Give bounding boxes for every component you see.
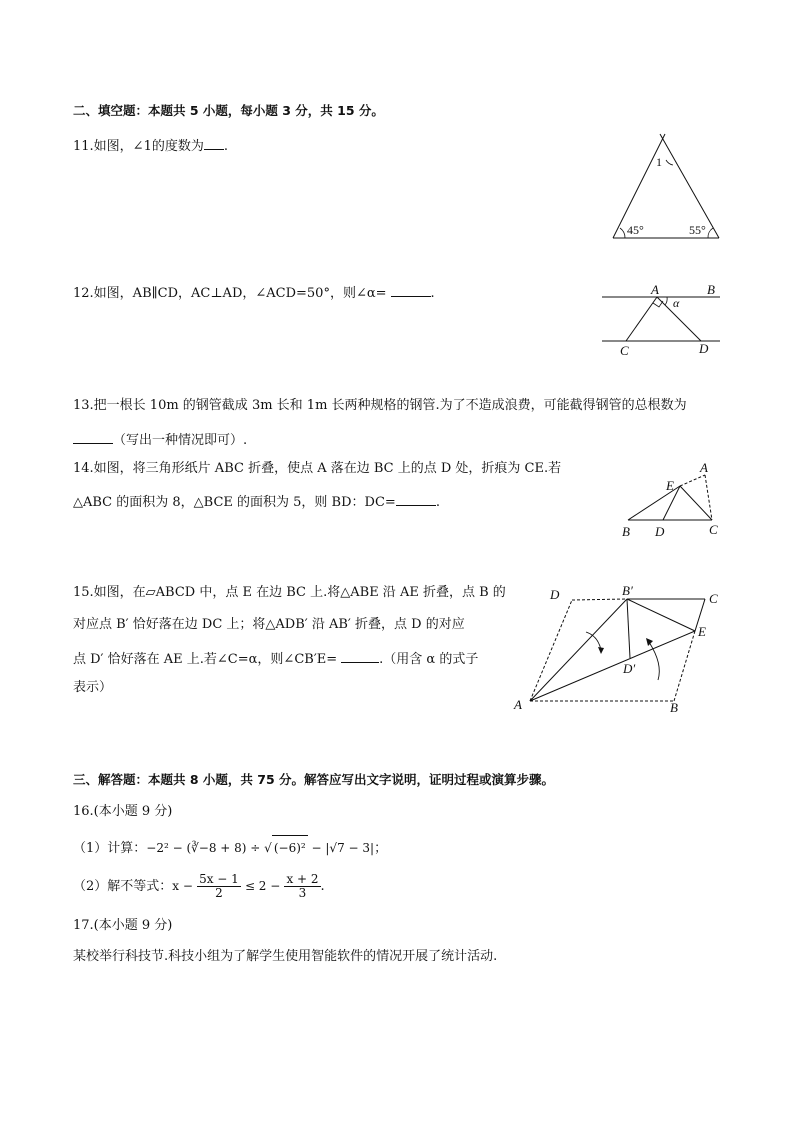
fraction-1-denominator: 2 xyxy=(215,886,223,900)
question-11 xyxy=(73,135,228,156)
question-15-line2: 对应点 B′ 恰好落在边 DC 上；将△ADB′ 沿 AB′ 折叠，点 D 的对应 xyxy=(73,617,465,632)
fraction-1-numerator: 5x − 1 xyxy=(199,872,239,886)
q14-label-b: B xyxy=(622,524,630,539)
question-16-part1-radicand: (−6)² xyxy=(272,835,308,860)
q11-angle-arc-1 xyxy=(666,160,673,165)
question-11-text: 11.如图，∠1的度数为 xyxy=(73,139,204,154)
question-16-part1-expr-b: − |√7 − 3| xyxy=(307,841,375,855)
question-15-line1: 15.如图，在▱ABCD 中，点 E 在边 BC 上.将△ABE 沿 AE 折叠，点 B 的 xyxy=(73,585,506,600)
q12-parallel-lines-figure xyxy=(596,280,726,358)
question-16-part2 xyxy=(73,871,325,902)
question-16-title: 16.(本小题 9 分) xyxy=(73,804,173,819)
q11-label-55: 55° xyxy=(689,223,706,237)
fraction-2-numerator: x + 2 xyxy=(286,872,319,886)
question-16-part1-label: （1）计算： xyxy=(73,841,147,856)
question-16-part1-tail: ； xyxy=(374,841,388,856)
q11-label-1: 1 xyxy=(656,155,662,169)
q15-arrowhead-left xyxy=(598,647,604,654)
sqrt-symbol: √ xyxy=(264,841,272,855)
question-15-line3 xyxy=(73,648,478,669)
question-14-tail: . xyxy=(435,495,440,510)
q12-alpha-arc xyxy=(665,297,667,305)
q15-label-c: C xyxy=(709,591,718,606)
answer-blank-15 xyxy=(341,648,379,663)
q14-folded-triangle-figure xyxy=(616,458,726,542)
q14-dashed-ea xyxy=(680,475,705,486)
q15-segment-b1d1 xyxy=(627,599,630,658)
q12-label-alpha: α xyxy=(673,296,680,310)
q15-segment-ab1 xyxy=(530,599,627,701)
question-14-line1: 14.如图，将三角形纸片 ABC 折叠，使点 A 落在边 BC 上的点 D 处，折痕为 CE.若 xyxy=(73,461,562,476)
q15-fold-arrow-right xyxy=(649,642,659,680)
q11-label-45: 45° xyxy=(627,223,644,237)
question-15-line3-text: 点 D′ 恰好落在 AE 上.若∠C=α，则∠CB′E= xyxy=(73,652,338,667)
fraction-1 xyxy=(197,873,241,900)
answer-blank-13 xyxy=(73,429,113,444)
section-2-heading: 二、填空题：本题共 5 小题，每小题 3 分，共 15 分。 xyxy=(73,103,384,118)
question-16-part1 xyxy=(73,835,387,861)
question-11-tail: . xyxy=(223,139,228,154)
question-14-line2 xyxy=(73,491,440,512)
q15-label-b1: B′ xyxy=(622,583,633,598)
q12-label-c: C xyxy=(620,343,629,358)
question-16-part2-mid: ≤ 2 − xyxy=(244,879,281,893)
q14-label-a: A xyxy=(700,460,708,475)
question-12-tail: . xyxy=(430,286,435,301)
question-12 xyxy=(73,282,435,303)
q15-arrowhead-right xyxy=(646,638,653,646)
q11-triangle-figure xyxy=(605,128,730,246)
question-13-line2-text: （写出一种情况即可）. xyxy=(113,433,248,448)
q14-label-c: C xyxy=(709,522,718,537)
q12-label-b: B xyxy=(707,282,715,297)
question-12-text: 12.如图，AB∥CD，AC⊥AD，∠ACD=50°，则∠α= xyxy=(73,286,387,301)
q12-segment-ac xyxy=(626,297,657,341)
question-16-part2-x: x − xyxy=(172,879,193,893)
q11-angle-arc-left xyxy=(620,228,625,238)
fraction-2-denominator: 3 xyxy=(298,886,307,900)
question-13-line1: 13.把一根长 10m 的钢管截成 3m 长和 1m 长两种规格的钢管.为了不造成浪费，可能截得钢管的总根数为 xyxy=(73,398,687,413)
fraction-2 xyxy=(284,873,320,900)
answer-blank-11 xyxy=(204,135,224,150)
q14-label-e: E xyxy=(666,478,674,493)
question-16-part2-label: （2）解不等式： xyxy=(73,879,173,894)
question-17-title: 17.(本小题 9 分) xyxy=(73,918,173,933)
answer-blank-12 xyxy=(391,282,431,297)
question-16-part2-tail: . xyxy=(320,879,325,894)
q15-segment-b1e xyxy=(627,599,695,631)
q15-label-e: E xyxy=(698,624,706,639)
question-15-line4: 表示） xyxy=(73,680,113,695)
q11-angle-arc-right xyxy=(708,228,713,238)
q12-label-d: D xyxy=(699,341,709,356)
question-14-line2-text: △ABC 的面积为 8，△BCE 的面积为 5，则 BD：DC= xyxy=(73,495,396,510)
q15-label-a: A xyxy=(514,697,522,712)
question-13-line2 xyxy=(73,429,247,450)
q15-label-d1: D′ xyxy=(623,661,636,676)
q15-segment-ae xyxy=(530,631,695,701)
q15-label-d: D xyxy=(550,587,560,602)
question-15-line3-tail: .（用含 α 的式子 xyxy=(379,652,479,667)
q12-label-a: A xyxy=(651,282,659,297)
question-16-part1-expr-a: −2² − (∛−8 + 8) ÷ xyxy=(146,841,265,855)
q15-label-b: B xyxy=(670,700,678,715)
answer-blank-14 xyxy=(396,491,436,506)
q15-dashed-db1 xyxy=(572,599,627,600)
question-17-body: 某校举行科技节.科技小组为了解学生使用智能软件的情况开展了统计活动. xyxy=(73,949,498,964)
q15-parallelogram-figure xyxy=(508,578,730,716)
q15-dashed-eb xyxy=(674,631,695,701)
section-3-heading: 三、解答题：本题共 8 小题，共 75 分。解答应写出文字说明，证明过程或演算步骤。 xyxy=(73,772,555,787)
q14-label-d: D xyxy=(655,524,665,539)
